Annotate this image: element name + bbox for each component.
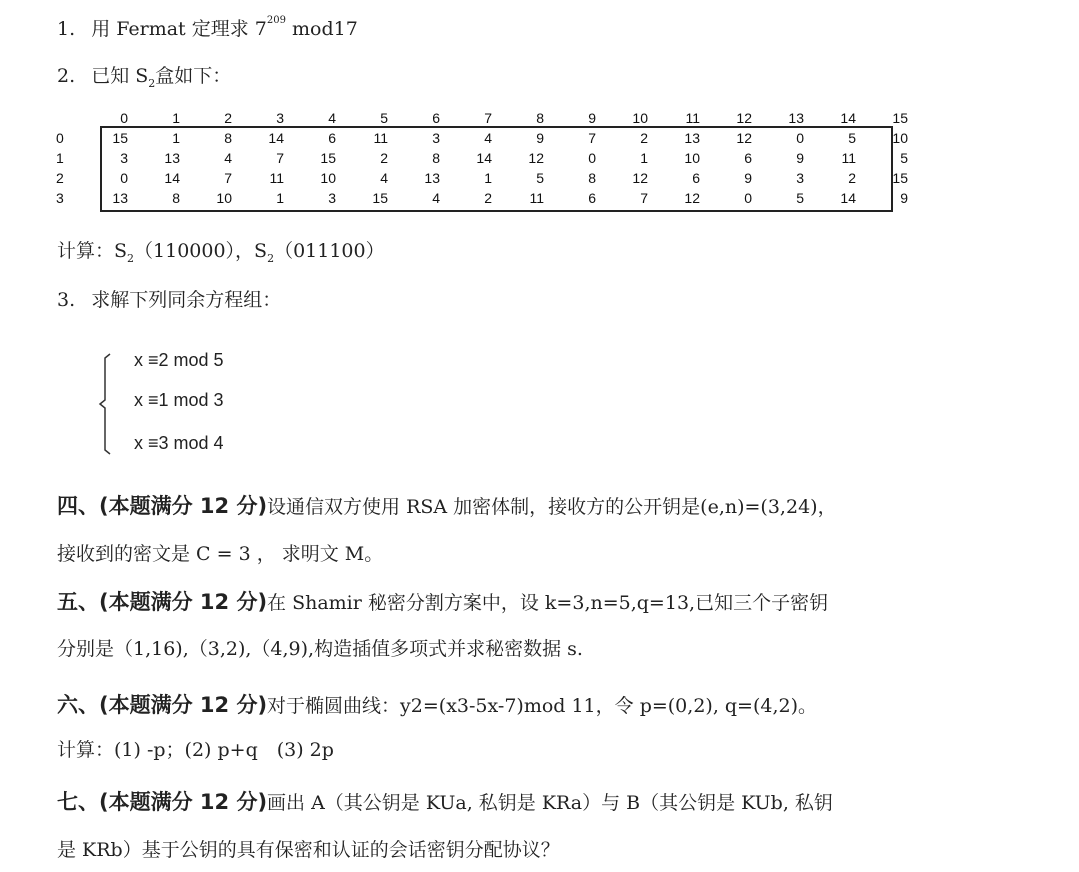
section-5-line-2 xyxy=(57,640,583,659)
sbox-col-header: 6 xyxy=(432,110,440,126)
left-brace-icon xyxy=(96,350,116,460)
sbox-cell: 14 xyxy=(268,130,284,146)
question-2 xyxy=(57,67,231,89)
sbox-cell: 14 xyxy=(840,190,856,206)
sbox-col-header: 0 xyxy=(120,110,128,126)
sbox-cell: 1 xyxy=(484,170,492,186)
sbox-cell: 7 xyxy=(588,130,596,146)
sbox-cell: 8 xyxy=(588,170,596,186)
sbox-cell: 7 xyxy=(224,170,232,186)
sbox-cell: 4 xyxy=(484,130,492,146)
sbox-row-header: 2 xyxy=(56,170,64,186)
sbox-col-header: 13 xyxy=(788,110,804,126)
sbox-cell: 6 xyxy=(588,190,596,206)
congruence-3: x ≡3 mod 4 xyxy=(134,433,224,453)
sbox-cell: 4 xyxy=(224,150,232,166)
calc-prefix: 计算：S xyxy=(57,240,128,262)
sbox-cell: 8 xyxy=(172,190,180,206)
question-1-exponent: 209 xyxy=(266,15,286,26)
sbox-cell: 0 xyxy=(796,130,804,146)
sbox-col-header: 3 xyxy=(276,110,284,126)
question-1-number: 1. xyxy=(57,18,76,40)
sbox-cell: 0 xyxy=(120,170,128,186)
section-7-line-2 xyxy=(57,841,560,860)
section-4-line-1 xyxy=(57,496,837,517)
sbox-cell: 15 xyxy=(372,190,388,206)
sbox-cell: 15 xyxy=(112,130,128,146)
section-7-text-2: 是 KRb）基于公钥的具有保密和认证的会话密钥分配协议？ xyxy=(57,839,560,861)
sbox-cell: 12 xyxy=(632,170,648,186)
sbox-cell: 12 xyxy=(736,130,752,146)
sbox-cell: 0 xyxy=(588,150,596,166)
question-2-text-b: 盒如下： xyxy=(155,65,232,87)
sbox-cell: 7 xyxy=(276,150,284,166)
question-1-text: 用 Fermat 定理求 7 xyxy=(91,18,267,40)
sbox-col-header: 7 xyxy=(484,110,492,126)
question-3-number: 3. xyxy=(57,289,76,311)
sbox-col-header: 9 xyxy=(588,110,596,126)
sbox-cell: 4 xyxy=(380,170,388,186)
sbox-cell: 5 xyxy=(796,190,804,206)
sbox-cell: 6 xyxy=(744,150,752,166)
question-3 xyxy=(57,291,281,310)
section-7-heading: 七、(本题满分 12 分) xyxy=(57,790,268,814)
sbox-col-header: 10 xyxy=(632,110,648,126)
section-5-heading: 五、(本题满分 12 分) xyxy=(57,590,268,614)
section-6-line-1 xyxy=(57,695,817,716)
sbox-cell: 9 xyxy=(900,190,908,206)
sbox-cell: 11 xyxy=(269,170,284,186)
sbox-cell: 1 xyxy=(172,130,180,146)
sbox-table xyxy=(54,110,908,216)
congruence-1: x ≡2 mod 5 xyxy=(134,350,224,370)
sbox-col-header: 1 xyxy=(172,110,180,126)
section-5-text-1: 在 Shamir 秘密分割方案中，设 k=3,n=5,q=13,已知三个子密钥 xyxy=(267,592,829,614)
section-6-line-2 xyxy=(57,741,334,760)
sbox-cell: 1 xyxy=(640,150,648,166)
sbox-row-header: 3 xyxy=(56,190,64,206)
sbox-cell: 8 xyxy=(224,130,232,146)
section-6-text-2: 计算：(1) -p；(2) p+q (3) 2p xyxy=(57,739,334,761)
question-2-subscript: 2 xyxy=(148,76,156,90)
sbox-cell: 3 xyxy=(432,130,440,146)
calc-line xyxy=(57,242,385,264)
sbox-cell: 1 xyxy=(276,190,284,206)
sbox-cell: 11 xyxy=(373,130,388,146)
sbox-cell: 9 xyxy=(796,150,804,166)
section-4-text-1: 设通信双方使用 RSA 加密体制，接收方的公开钥是(e,n)=(3,24)， xyxy=(267,496,837,518)
sbox-col-header: 12 xyxy=(736,110,752,126)
sbox-cell: 10 xyxy=(216,190,232,206)
question-2-number: 2. xyxy=(57,65,76,87)
sbox-cell: 12 xyxy=(528,150,544,166)
sbox-cell: 2 xyxy=(640,130,648,146)
sbox-cell: 5 xyxy=(536,170,544,186)
sbox-cell: 13 xyxy=(112,190,128,206)
sbox-cell: 0 xyxy=(744,190,752,206)
sbox-row-header: 0 xyxy=(56,130,64,146)
sbox-cell: 14 xyxy=(476,150,492,166)
calc-sub-1: 2 xyxy=(127,251,135,265)
calc-arg-2: （011100） xyxy=(274,240,385,262)
sbox-cell: 15 xyxy=(892,170,908,186)
section-4-line-2 xyxy=(57,545,383,564)
question-1 xyxy=(57,15,358,40)
sbox-cell: 10 xyxy=(892,130,908,146)
sbox-cell: 7 xyxy=(640,190,648,206)
sbox-cell: 11 xyxy=(841,150,856,166)
sbox-cell: 12 xyxy=(684,190,700,206)
sbox-col-header: 8 xyxy=(536,110,544,126)
sbox-cell: 6 xyxy=(328,130,336,146)
sbox-col-header: 11 xyxy=(685,110,700,126)
sbox-col-header: 4 xyxy=(328,110,336,126)
section-7-text-1: 画出 A（其公钥是 KUa, 私钥是 KRa）与 B（其公钥是 KUb, 私钥 xyxy=(267,792,833,814)
sbox-cell: 6 xyxy=(692,170,700,186)
sbox-cell: 2 xyxy=(380,150,388,166)
sbox-col-header: 5 xyxy=(380,110,388,126)
sbox-cell: 4 xyxy=(432,190,440,206)
section-5-line-1 xyxy=(57,592,828,613)
congruence-2: x ≡1 mod 3 xyxy=(134,390,224,410)
sbox-cell: 10 xyxy=(684,150,700,166)
section-6-text-1: 对于椭圆曲线：y2=(x3-5x-7)mod 11，令 p=(0,2), q=(4,2)。 xyxy=(267,695,818,717)
sbox-cell: 5 xyxy=(848,130,856,146)
sbox-cell: 5 xyxy=(900,150,908,166)
sbox-row-header: 1 xyxy=(56,150,64,166)
sbox-cell: 3 xyxy=(120,150,128,166)
sbox-cell: 9 xyxy=(536,130,544,146)
section-5-text-2: 分别是（1,16),（3,2),（4,9),构造插值多项式并求秘密数据 s. xyxy=(57,638,583,660)
section-6-heading: 六、(本题满分 12 分) xyxy=(57,693,268,717)
sbox-cell: 3 xyxy=(328,190,336,206)
congruence-system xyxy=(96,350,296,460)
sbox-cell: 3 xyxy=(796,170,804,186)
section-4-text-2: 接收到的密文是 C = 3 ， 求明文 M。 xyxy=(57,543,384,565)
sbox-cell: 9 xyxy=(744,170,752,186)
sbox-cell: 15 xyxy=(320,150,336,166)
section-7-line-1 xyxy=(57,792,833,813)
sbox-cell: 10 xyxy=(320,170,336,186)
sbox-col-header: 2 xyxy=(224,110,232,126)
sbox-cell: 11 xyxy=(529,190,544,206)
sbox-cell: 8 xyxy=(432,150,440,166)
sbox-col-header: 14 xyxy=(840,110,856,126)
sbox-cell: 13 xyxy=(164,150,180,166)
question-3-text: 求解下列同余方程组： xyxy=(91,289,282,311)
question-1-mod: mod17 xyxy=(285,18,358,40)
sbox-col-header: 15 xyxy=(892,110,908,126)
sbox-cell: 13 xyxy=(424,170,440,186)
calc-arg-1: （110000），S xyxy=(134,240,268,262)
sbox-cell: 14 xyxy=(164,170,180,186)
question-2-text: 已知 S xyxy=(91,65,149,87)
calc-sub-2: 2 xyxy=(267,251,275,265)
sbox-cell: 13 xyxy=(684,130,700,146)
section-4-heading: 四、(本题满分 12 分) xyxy=(57,494,268,518)
sbox-cell: 2 xyxy=(848,170,856,186)
sbox-cell: 2 xyxy=(484,190,492,206)
